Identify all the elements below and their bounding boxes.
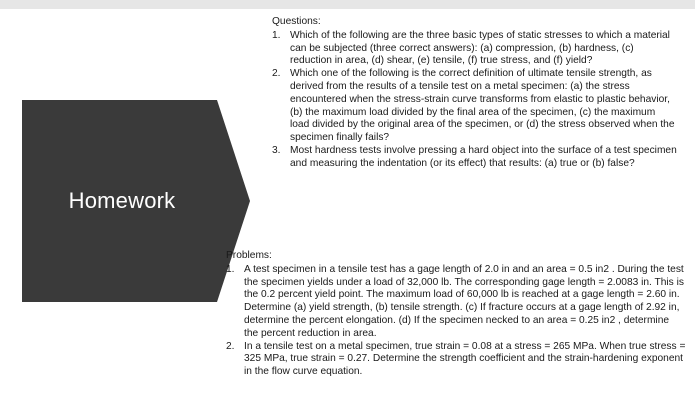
question-number: 2. xyxy=(272,68,281,80)
question-number: 1. xyxy=(272,29,281,41)
questions-heading: Questions: xyxy=(272,16,321,27)
problems-section xyxy=(226,250,686,379)
questions-section xyxy=(272,16,677,171)
problem-text: A test specimen in a tensile test has a gage length of 2.0 in and an area = 0.5 in2 . During the test the specimen yields under a load of 32,000 lb. The corresponding gage length = 2.0083 in. This is the 0.2 percent yield point. The maximum load of 60,000 lb is reached at a gage length = 2.60 in. Determine (a) yield strength, (b) tensile strength. (c) If fracture occurs at a gage length of 2.92 in, determine the percent elongation. (d) If the specimen necked to an area = 0.25 in2 , determine the percent reduction in area. xyxy=(244,263,684,339)
question-item xyxy=(272,30,677,68)
question-text: Which of the following are the three basic types of static stresses to which a material can be subjected (three correct answers): (a) compression, (b) hardness, (c) reduction in area, (d) shear, (e) tensile, (f) true stress, and (f) yield? xyxy=(290,29,670,67)
question-text: Most hardness tests involve pressing a hard object into the surface of a test specimen and measuring the indentation (or its effect) that results: (a) true or (b) false? xyxy=(290,144,677,169)
problems-list xyxy=(226,264,686,379)
problem-item xyxy=(226,264,686,341)
questions-list xyxy=(272,30,677,171)
problem-text: In a tensile test on a metal specimen, true strain = 0.08 at a stress = 265 MPa. When true stress = 325 MPa, true strain = 0.27. Determine the strength coefficient and the strain-hardening exponent in the flow curve equation. xyxy=(244,340,686,378)
title-chevron xyxy=(22,100,250,302)
top-bar xyxy=(0,0,695,9)
slide-title: Homework xyxy=(68,188,176,213)
question-item xyxy=(272,68,677,145)
problems-heading: Problems: xyxy=(226,250,272,261)
problem-number: 2. xyxy=(226,340,235,352)
problem-number: 1. xyxy=(226,263,235,275)
question-item xyxy=(272,145,677,171)
question-text: Which one of the following is the correct definition of ultimate tensile strength, as derived from the results of a tensile test on a metal specimen: (a) the stress encountered when the stress-strain curve transforms from elastic to plastic behavior, (b) the maximum load divided by the final area of the specimen, (c) the maximum load divided by the original area of the specimen, or (d) the stress observed when the specimen finally fails? xyxy=(290,68,675,144)
question-number: 3. xyxy=(272,144,281,156)
problem-item xyxy=(226,341,686,379)
